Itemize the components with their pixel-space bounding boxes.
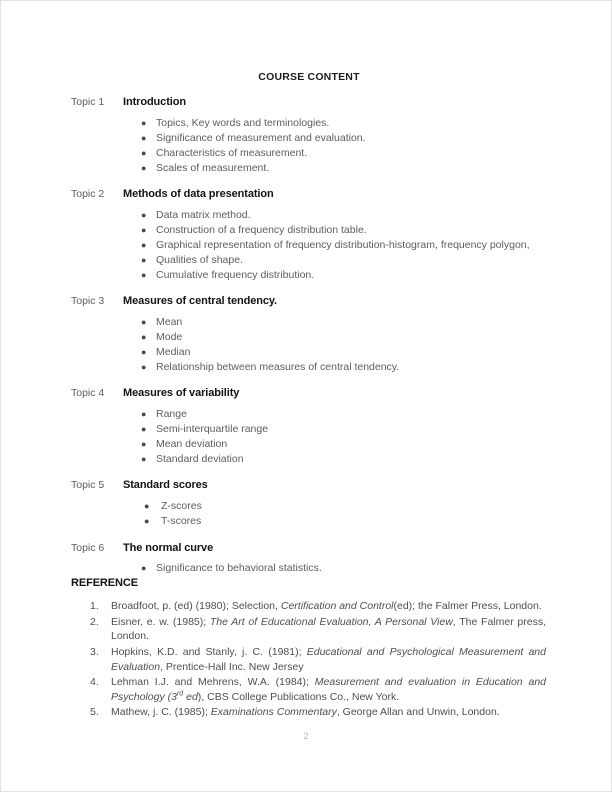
list-item-text: Data matrix method. [156, 209, 251, 222]
topic-title: Methods of data presentation [123, 188, 274, 201]
list-item-text: Significance of measurement and evaluation. [156, 131, 366, 144]
list-item-text: Range [156, 408, 187, 421]
reference-text: Eisner, e. w. (1985); The Art of Educational Evaluation, A Personal View, The Falmer press, London. [111, 615, 547, 643]
bullet-icon: ● [141, 225, 147, 236]
topic-heading-row [71, 542, 547, 554]
reference-item [71, 705, 547, 720]
list-item-text: Construction of a frequency distribution table. [156, 224, 367, 237]
topic-label: Topic 3 [71, 295, 105, 308]
reference-number: 2. [90, 615, 99, 628]
list-item-text: Significance to behavioral statistics. [156, 561, 322, 574]
topic-title: Introduction [123, 96, 186, 108]
bullet-icon: ● [141, 254, 147, 265]
bullet-icon: ● [141, 409, 147, 420]
topic-heading-row [71, 479, 547, 491]
list-item-text: Mode [156, 331, 183, 344]
list-item [71, 345, 547, 359]
list-item-text: Characteristics of measurement. [156, 146, 308, 159]
bullet-icon: ● [144, 516, 150, 527]
list-item [71, 161, 547, 175]
reference-item [71, 599, 547, 614]
reference-number: 3. [90, 645, 99, 658]
bullet-icon: ● [141, 332, 147, 343]
list-item-text: Scales of measurement. [156, 161, 270, 174]
list-item-text: Z-scores [161, 500, 202, 513]
bullet-icon: ● [141, 147, 147, 158]
list-item [71, 330, 547, 344]
list-item [71, 208, 547, 222]
topic-label: Topic 5 [71, 479, 105, 492]
bullet-icon: ● [141, 454, 147, 464]
list-item-text: Semi-interquartile range [156, 423, 269, 436]
list-item-text: Graphical representation of frequency distribution-histogram, frequency polygon, [156, 238, 530, 251]
bullet-icon: ● [141, 239, 147, 250]
reference-list [71, 599, 547, 720]
list-item [71, 253, 547, 267]
bullet-icon: ● [141, 269, 147, 280]
list-item [71, 561, 547, 575]
topic-title: Measures of variability [123, 387, 240, 400]
bullet-icon: ● [141, 361, 147, 372]
page-number: 2 [303, 731, 309, 741]
document-content [71, 1, 547, 721]
list-item [71, 315, 547, 329]
topic-label: Topic 2 [71, 188, 105, 201]
list-item [71, 499, 547, 513]
list-item [71, 360, 547, 374]
bullet-icon: ● [141, 439, 147, 450]
reference-text: Hopkins, K.D. and Stanly, j. C. (1981); Educational and Psychological Measurement and Evaluation, Prentice-Hall Inc. New Jersey [111, 645, 546, 673]
list-item-text: T-scores [161, 515, 202, 528]
list-item [71, 514, 547, 528]
list-item [71, 223, 547, 237]
list-item [71, 146, 547, 160]
list-item-text: Mean [156, 316, 183, 329]
list-item-text: Median [156, 345, 191, 358]
reference-text: Lehman I.J. and Mehrens, W.A. (1984); Measurement and evaluation in Education and Psychology (3rd ed), CBS College Publications Co., New York. [111, 676, 547, 703]
topic-label: Topic 6 [71, 541, 105, 554]
list-item [71, 131, 547, 145]
reference-text: Broadfoot, p. (ed) (1980); Selection, Certification and Control(ed); the Falmer Press, London. [111, 600, 542, 613]
list-item [71, 437, 547, 451]
topic-bullet-list [71, 499, 547, 528]
bullet-icon: ● [141, 132, 147, 143]
topic-bullet-list [71, 116, 547, 175]
bullet-icon: ● [141, 317, 147, 328]
list-item-text: Standard deviation [156, 453, 244, 465]
list-item-text: Qualities of shape. [156, 253, 243, 266]
list-item [71, 422, 547, 436]
topic-bullet-list [71, 407, 547, 466]
topic-title: The normal curve [123, 541, 214, 554]
bullet-icon: ● [141, 346, 147, 357]
reference-number: 5. [90, 706, 99, 719]
list-item-text: Topics, Key words and terminologies. [156, 117, 330, 129]
reference-text: Mathew, j. C. (1985); Examinations Commentary, George Allan and Unwin, London. [111, 706, 500, 719]
bullet-icon: ● [141, 118, 147, 128]
bullet-icon: ● [141, 210, 147, 221]
topic-heading-row [71, 188, 547, 200]
topics-section [71, 96, 547, 575]
topic-heading-row [71, 96, 547, 108]
reference-item [71, 645, 547, 674]
topic-label: Topic 1 [71, 96, 105, 108]
reference-item [71, 615, 547, 644]
list-item [71, 407, 547, 421]
topic-bullet-list [71, 561, 547, 575]
reference-number: 1. [90, 600, 99, 613]
reference-item [71, 675, 547, 704]
page-title: COURSE CONTENT [258, 71, 360, 83]
bullet-icon: ● [141, 162, 147, 173]
reference-number: 4. [90, 676, 99, 689]
list-item [71, 116, 547, 130]
list-item-text: Cumulative frequency distribution. [156, 268, 315, 281]
list-item-text: Mean deviation [156, 438, 228, 451]
list-item [71, 238, 547, 252]
topic-title: Measures of central tendency. [123, 295, 278, 308]
list-item-text: Relationship between measures of central tendency. [156, 360, 400, 373]
topic-heading-row [71, 295, 547, 307]
bullet-icon: ● [144, 501, 150, 512]
bullet-icon: ● [141, 424, 147, 435]
bullet-icon: ● [141, 562, 147, 573]
topic-heading-row [71, 387, 547, 399]
topic-bullet-list [71, 315, 547, 374]
list-item [71, 452, 547, 466]
topic-label: Topic 4 [71, 387, 105, 400]
reference-heading: REFERENCE [71, 577, 138, 590]
topic-bullet-list [71, 208, 547, 282]
topic-title: Standard scores [123, 479, 208, 492]
list-item [71, 268, 547, 282]
